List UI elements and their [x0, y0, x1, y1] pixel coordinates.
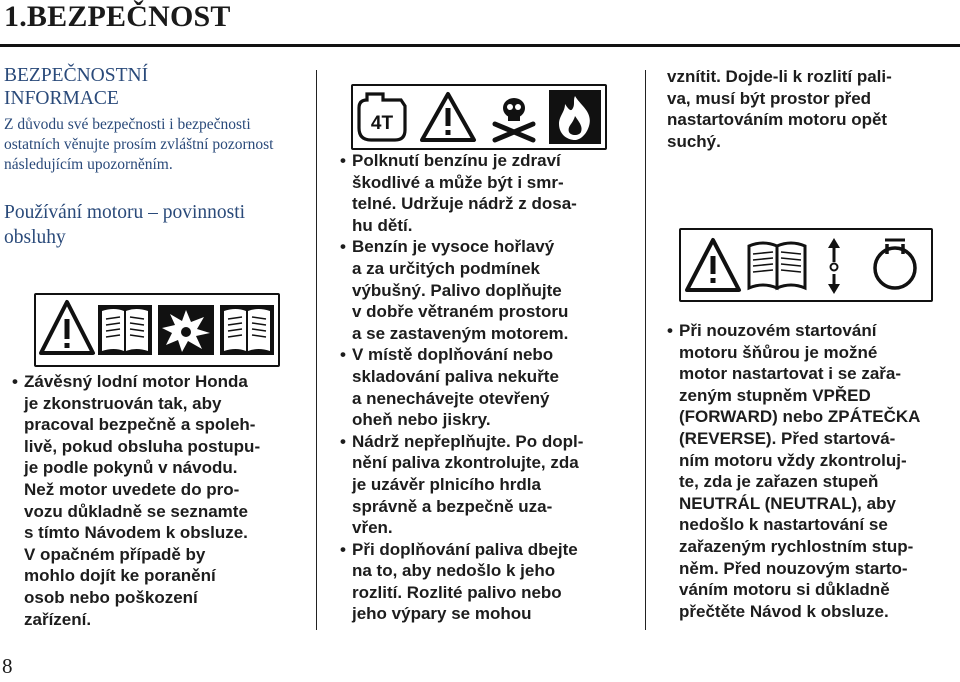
warning-icon	[41, 302, 93, 353]
list-item: • Při nouzovém startování motoru šňůrou je možné motor nastartovat i se zařa- zeným stupněm VPŘED (FORWARD) nebo ZPÁTEČKA (REVERSE). Před startová- ním motoru vždy zkontroluj- te, zda je zařazen stupeň NEUTRÁL (NEUTRAL), aby nedošlo k nastartování se zařazeným rychlostním stup- něm. Před nouzovým starto- váním motoru si důkladně přečtěte Návod k obsluze.	[667, 320, 957, 622]
bullet-list	[667, 320, 957, 622]
warning-icon	[422, 94, 474, 140]
section-heading: BEZPEČNOSTNÍ INFORMACE	[4, 65, 149, 109]
warning-icon	[687, 240, 739, 290]
4t-engine-icon	[359, 94, 405, 140]
header-rule	[0, 44, 960, 47]
flame-icon	[549, 90, 601, 144]
bullet-list	[12, 371, 302, 630]
page-title: 1.BEZPEČNOST	[4, 0, 231, 33]
continued-text: vznítit. Dojde-li k rozlití pali- va, musí být prostor před nastartováním motoru opět suchý.	[667, 67, 892, 151]
subsection-heading: Používání motoru – povinnosti obsluhy	[4, 202, 246, 248]
page-number: 8	[2, 654, 13, 678]
manual-book-icon	[98, 305, 152, 355]
explosion-icon	[158, 305, 214, 355]
manual-book-icon	[749, 243, 805, 288]
list-item: • Benzín je vysoce hořlavý a za určitých podmínek výbušný. Palivo doplňujte v dobře větraném prostoru a se zastaveným motorem.	[340, 236, 630, 344]
list-item: • Při doplňování paliva dbejte na to, aby nedošlo k jeho rozlití. Rozlité palivo nebo jeho výpary se mohou	[340, 539, 630, 625]
safety-signs-panel-3	[679, 228, 933, 302]
gear-shift-icon	[828, 238, 840, 294]
safety-signs-panel-2	[351, 84, 607, 150]
list-item: • V místě doplňování nebo skladování paliva nekuřte a nenechávejte otevřený oheň nebo jiskry.	[340, 344, 630, 430]
start-grip-icon	[875, 240, 915, 288]
bullet-list	[340, 150, 630, 625]
skull-crossbones-icon	[495, 98, 533, 140]
list-item: • Polknutí benzínu je zdraví škodlivé a může být i smr- telné. Udržuje nádrž z dosa- hu dětí.	[340, 150, 630, 236]
safety-signs-panel-1	[34, 293, 280, 367]
column-divider-1	[316, 70, 317, 630]
manual-book-icon	[220, 305, 274, 355]
intro-paragraph: Z důvodu své bezpečnosti i bezpečnosti ostatních věnujte prosím zvláštní pozornost následujícím upozorněním.	[4, 116, 274, 173]
list-item: • Závěsný lodní motor Honda je zkonstruován tak, aby pracoval bezpečně a spoleh- livě, pokud obsluha postupu- je podle pokynů v návodu. Než motor uvedete do pro- vozu důkladně se seznamte s tímto Návodem k obsluze. V opačném případě by mohlo dojít ke poranění osob nebo poškození zařízení.	[12, 371, 302, 630]
svg-text:4T: 4T	[370, 113, 394, 134]
list-item: • Nádrž nepřeplňujte. Po dopl- nění paliva zkontrolujte, zda je uzávěr plnicího hrdla správně a bezpečně uza- vřen.	[340, 431, 630, 539]
column-divider-2	[645, 70, 646, 630]
